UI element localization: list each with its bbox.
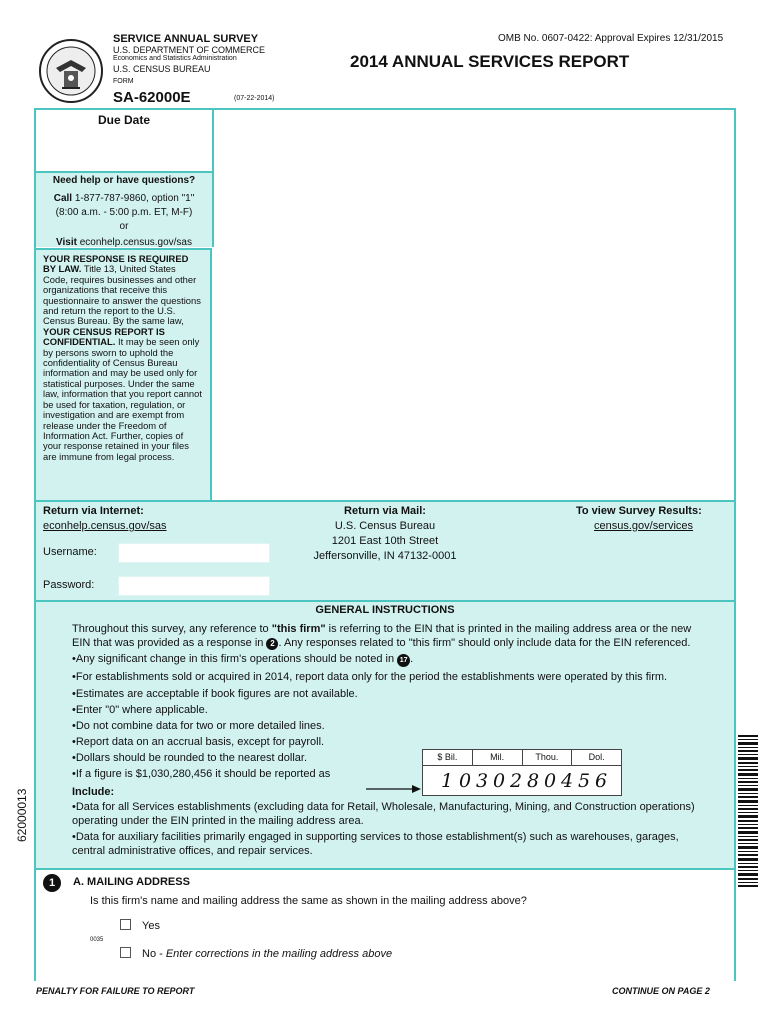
- bullet-sold-acquired: •For establishments sold or acquired in 2014, report data only for the period the establishments were operated by this firm.: [72, 671, 668, 683]
- password-input[interactable]: [118, 576, 270, 596]
- barcode: [738, 735, 758, 887]
- password-label: Password:: [43, 579, 95, 591]
- item-code: 0035: [90, 937, 104, 943]
- arrow-icon: [366, 781, 422, 799]
- results-title: To view Survey Results:: [576, 505, 702, 517]
- omb-number: OMB No. 0607-0422: Approval Expires 12/31/2015: [498, 33, 724, 44]
- header-dol: Dol.: [588, 752, 605, 762]
- help-or: or: [119, 221, 129, 232]
- admin-name: Economics and Statistics Administration: [113, 55, 237, 62]
- form-label: FORM: [113, 78, 134, 85]
- help-hours: (8:00 a.m. - 5:00 p.m. ET, M-F): [55, 207, 193, 218]
- mail-line-2: 1201 East 10th Street: [331, 535, 439, 547]
- example-figure-box: [422, 749, 622, 796]
- form-number: SA-62000E: [113, 89, 191, 106]
- legal-notice: [36, 248, 212, 500]
- legal-text-2: It may be seen only by persons sworn to uphold the confidentiality of Census Bureau information and may be used only for statistical purposes. Under the same law, information that you report cannot be used for taxation, regulation, or investigation and are exempt from release under the Freedom of Information Act. Further, copies of your response retained in your files are immune from legal process.: [43, 336, 202, 462]
- instructions-title: GENERAL INSTRUCTIONS: [315, 604, 455, 616]
- results-url-link[interactable]: census.gov/services: [594, 520, 694, 532]
- legal-confidential: YOUR CENSUS REPORT IS CONFIDENTIAL.: [43, 325, 165, 348]
- bullet-accrual: •Report data on an accrual basis, except for payroll.: [72, 736, 325, 748]
- bullet-enter-zero: •Enter "0" where applicable.: [72, 704, 208, 716]
- example-digit: 2: [510, 770, 523, 792]
- username-label: Username:: [43, 546, 97, 558]
- example-digit: 3: [476, 770, 489, 792]
- help-url[interactable]: econhelp.census.gov/sas: [79, 237, 192, 248]
- help-title: Need help or have questions?: [52, 175, 196, 186]
- help-box: [36, 173, 214, 247]
- example-digit: 4: [561, 770, 574, 792]
- legal-text-1: Title 13, United States Code, requires businesses and other organizations that receive this questionnaire to answer the questions and return the report to the U.S. Census Bureau. By the same law,: [43, 263, 201, 327]
- example-digit: 6: [595, 770, 608, 792]
- no-instruction: Enter corrections in the mailing address above: [165, 948, 393, 960]
- bullet-no-combine: •Do not combine data for two or more detailed lines.: [72, 720, 325, 732]
- section-a-title: A. MAILING ADDRESS: [73, 876, 190, 888]
- instructions-body: [72, 622, 712, 858]
- no-label: No -: [142, 948, 166, 960]
- phone-number: 1-877-787-9860, option "1": [74, 193, 195, 204]
- form-date: (07-22-2014): [234, 95, 275, 102]
- example-digit: 0: [544, 770, 557, 792]
- survey-name: SERVICE ANNUAL SURVEY: [113, 33, 259, 45]
- visit-label: Visit: [55, 237, 77, 248]
- yes-label: Yes: [142, 920, 160, 932]
- call-label: Call: [53, 193, 73, 204]
- instructions-intro: Throughout this survey, any reference to "this firm" is referring to the EIN that is printed in the mailing address area or the new EIN that was provided as a response in 2 . Any responses related to "this firm" should only include data for the EIN referenced.: [72, 623, 692, 649]
- bullet-example: •If a figure is $1,030,280,456 it should be reported as: [72, 768, 331, 780]
- bullet-rounding: •Dollars should be rounded to the nearest dollar.: [72, 752, 308, 764]
- section-number-badge: 1: [43, 874, 61, 892]
- continue-notice: CONTINUE ON PAGE 2: [612, 986, 710, 996]
- commerce-seal-logo: [38, 38, 104, 104]
- header-thou: Thou.: [523, 750, 573, 765]
- item-2-ref-icon: 2: [266, 638, 278, 650]
- mail-line-1: U.S. Census Bureau: [334, 520, 436, 532]
- include-services: •Data for all Services establishments (excluding data for Retail, Wholesale, Manufacturing, Mining, and Construction operations) operating under the EIN printed in the mailing address area.: [72, 801, 695, 827]
- no-checkbox[interactable]: [120, 947, 131, 958]
- example-digit: 0: [493, 770, 506, 792]
- legal-required: YOUR RESPONSE IS REQUIRED BY LAW.: [43, 253, 189, 275]
- item-17-ref-icon: 17: [397, 654, 410, 667]
- header-bil: $ Bil.: [423, 750, 473, 765]
- page-title: 2014 ANNUAL SERVICES REPORT: [350, 52, 630, 71]
- username-input[interactable]: [118, 543, 270, 563]
- bullet-estimates: •Estimates are acceptable if book figures are not available.: [72, 688, 358, 700]
- due-date-box: [36, 110, 214, 173]
- dept-name: U.S. DEPARTMENT OF COMMERCE: [113, 45, 266, 55]
- mailing-question: Is this firm's name and mailing address the same as shown in the mailing address above?: [90, 895, 527, 907]
- example-digit: 5: [578, 770, 591, 792]
- penalty-notice: PENALTY FOR FAILURE TO REPORT: [36, 986, 195, 996]
- internet-url-link[interactable]: econhelp.census.gov/sas: [43, 520, 167, 532]
- include-label: Include:: [72, 786, 115, 798]
- mail-title: Return via Mail:: [344, 505, 426, 517]
- example-digit: 0: [459, 770, 472, 792]
- due-date-label: Due Date: [97, 113, 150, 127]
- bullet-significant-change: •Any significant change in this firm's operations should be noted in 17 .: [72, 653, 414, 665]
- internet-title: Return via Internet:: [43, 505, 144, 517]
- bureau-name: U.S. CENSUS BUREAU: [113, 64, 211, 74]
- side-form-code: 62000013: [15, 788, 29, 842]
- include-auxiliary: •Data for auxiliary facilities primarily engaged in supporting services to those establishment(s) such as warehouses, garages, central administrative offices, and repair services.: [72, 831, 679, 857]
- header-mil: Mil.: [473, 750, 523, 765]
- example-digit: 8: [527, 770, 540, 792]
- example-digit: 1: [441, 770, 454, 792]
- mail-line-3: Jeffersonville, IN 47132-0001: [313, 550, 457, 562]
- yes-checkbox[interactable]: [120, 919, 131, 930]
